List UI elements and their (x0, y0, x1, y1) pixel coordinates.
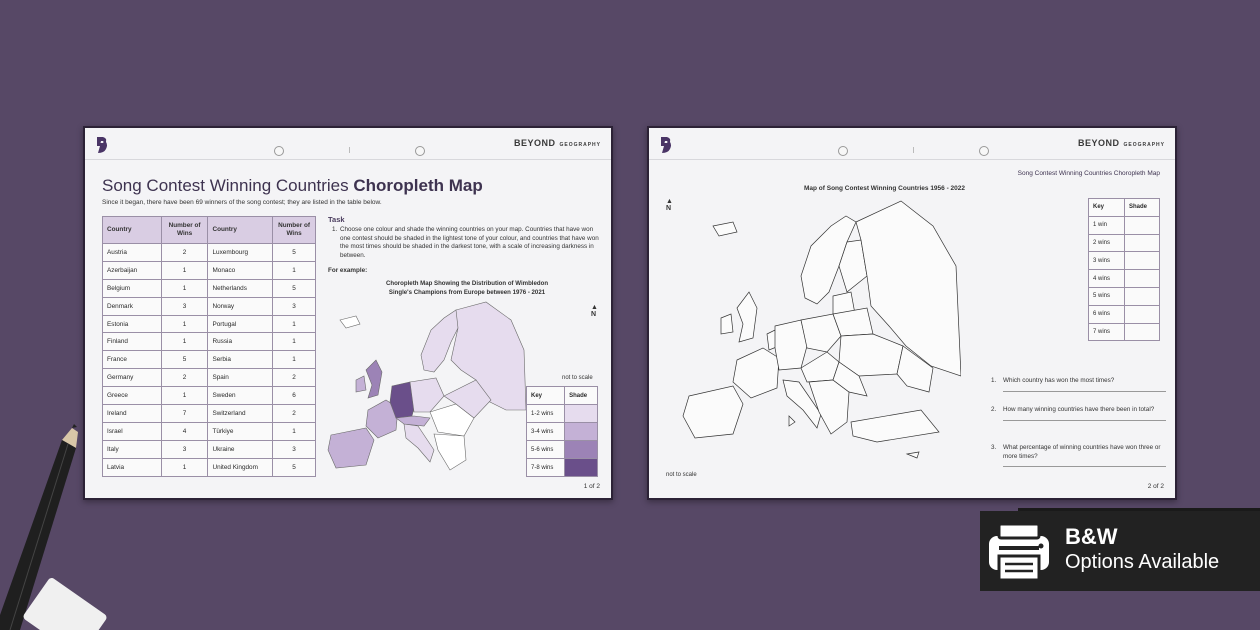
key-label: 7-8 wins (527, 459, 565, 477)
header-rule (649, 159, 1175, 160)
wins-cell: 1 (273, 351, 316, 369)
key-row (1089, 234, 1160, 252)
key-shade-blank[interactable] (1125, 287, 1160, 305)
wins-cell: 7 (161, 405, 208, 423)
country-cell: Germany (103, 369, 162, 387)
key-table (1088, 198, 1160, 341)
banner-subtitle: Options Available (1065, 551, 1220, 573)
country-cell: Italy (103, 440, 162, 458)
key-row (1089, 270, 1160, 288)
not-to-scale-label: not to scale (562, 375, 593, 381)
column-header: Country (103, 217, 162, 244)
question-3: 3. What percentage of winning countries have won three or more times? (991, 444, 1166, 467)
key-label: 1-2 wins (527, 405, 565, 423)
center-mark (913, 147, 914, 153)
worksheet-page-2 (647, 126, 1177, 500)
north-arrow-icon: ▲ N (591, 304, 598, 318)
key-row (1089, 287, 1160, 305)
wins-cell: 3 (161, 297, 208, 315)
wins-cell: 5 (273, 244, 316, 262)
wins-cell: 2 (273, 369, 316, 387)
country-cell: United Kingdom (208, 458, 273, 476)
not-to-scale-label: not to scale (666, 472, 697, 478)
wins-cell: 5 (273, 279, 316, 297)
example-key-table (526, 386, 598, 477)
country-cell: Latvia (103, 458, 162, 476)
printer-icon (985, 520, 1053, 582)
pencil-image (0, 0, 90, 630)
wins-cell: 1 (273, 422, 316, 440)
country-cell: Sweden (208, 387, 273, 405)
country-cell: Spain (208, 369, 273, 387)
country-cell: Denmark (103, 297, 162, 315)
punch-hole (979, 146, 989, 156)
key-label: 1 win (1089, 216, 1125, 234)
key-shade-blank[interactable] (1125, 234, 1160, 252)
wins-cell: 1 (161, 458, 208, 476)
brand-logo-icon (659, 136, 673, 154)
wins-cell: 1 (161, 333, 208, 351)
key-label: 4 wins (1089, 270, 1125, 288)
table-row (103, 279, 316, 297)
map-caption: Map of Song Contest Winning Countries 1956 - 2022 (804, 185, 966, 192)
wins-cell: 5 (161, 351, 208, 369)
task-instructions: 1. Choose one colour and shade the winning countries on your map. Countries that have won one contest should be shaded in the lightest tone of your colour, and countries that have won the most times should be shaded in the darkest tone, with a scale of increasing darkness in between. (332, 226, 599, 259)
key-label: 5 wins (1089, 287, 1125, 305)
key-row (1089, 216, 1160, 234)
header-rule (85, 159, 611, 160)
key-row (1089, 252, 1160, 270)
wins-cell: 1 (273, 261, 316, 279)
column-header: Number of Wins (273, 217, 316, 244)
question-2: 2. How many winning countries have there been in total? (991, 406, 1166, 421)
brand-name: BEYOND GEOGRAPHY (1077, 138, 1165, 148)
country-cell: Estonia (103, 315, 162, 333)
punch-hole (274, 146, 284, 156)
page-number: 1 of 2 (583, 483, 600, 490)
key-shade-blank[interactable] (1125, 252, 1160, 270)
key-label: 5-6 wins (527, 441, 565, 459)
wins-cell: 1 (273, 315, 316, 333)
table-row (103, 458, 316, 476)
key-shade-blank[interactable] (1125, 305, 1160, 323)
country-cell: Luxembourg (208, 244, 273, 262)
country-cell: Serbia (208, 351, 273, 369)
punch-hole (838, 146, 848, 156)
key-header: Key (1089, 199, 1125, 217)
key-row (527, 441, 598, 459)
key-label: 3 wins (1089, 252, 1125, 270)
country-cell: Ireland (103, 405, 162, 423)
winners-table (102, 216, 316, 477)
wins-cell: 5 (273, 458, 316, 476)
wins-cell: 3 (273, 440, 316, 458)
country-cell: Belgium (103, 279, 162, 297)
key-label: 6 wins (1089, 305, 1125, 323)
bw-options-banner (980, 511, 1260, 591)
key-row (1089, 323, 1160, 341)
country-cell: Finland (103, 333, 162, 351)
table-row (103, 422, 316, 440)
country-cell: Greece (103, 387, 162, 405)
key-shade-swatch (565, 423, 598, 441)
key-label: 3-4 wins (527, 423, 565, 441)
north-arrow-icon: ▲ N (666, 198, 673, 212)
wins-cell: 1 (161, 279, 208, 297)
blank-europe-map (671, 196, 961, 486)
key-header: Shade (1125, 199, 1160, 217)
wins-cell: 1 (161, 261, 208, 279)
task-heading: Task (328, 215, 345, 224)
table-row (103, 387, 316, 405)
table-row (103, 369, 316, 387)
key-label: 2 wins (1089, 234, 1125, 252)
question-1: 1. Which country has won the most times? (991, 377, 1166, 392)
country-cell: Norway (208, 297, 273, 315)
example-label: For example: (328, 267, 368, 274)
country-cell: Austria (103, 244, 162, 262)
key-row (527, 423, 598, 441)
key-header: Shade (565, 387, 598, 405)
intro-text: Since it began, there have been 69 winners of the song contest; they are listed in the table below. (102, 199, 382, 206)
country-cell: Türkiye (208, 422, 273, 440)
key-shade-swatch (565, 441, 598, 459)
table-row (103, 244, 316, 262)
country-cell: Netherlands (208, 279, 273, 297)
column-header: Country (208, 217, 273, 244)
wins-cell: 2 (273, 405, 316, 423)
punch-hole (415, 146, 425, 156)
country-cell: Portugal (208, 315, 273, 333)
key-row (1089, 305, 1160, 323)
key-row (527, 459, 598, 477)
wins-cell: 6 (273, 387, 316, 405)
key-header: Key (527, 387, 565, 405)
wins-cell: 1 (161, 387, 208, 405)
country-cell: France (103, 351, 162, 369)
page-title: Song Contest Winning Countries Choropleth Map (102, 176, 483, 195)
wins-cell: 3 (161, 440, 208, 458)
banner-title: B&W (1065, 524, 1118, 549)
column-header: Number of Wins (161, 217, 208, 244)
country-cell: Azerbaijan (103, 261, 162, 279)
key-row (527, 405, 598, 423)
table-row (103, 351, 316, 369)
wins-cell: 1 (273, 333, 316, 351)
table-row (103, 261, 316, 279)
key-shade-blank[interactable] (1125, 323, 1160, 341)
table-row (103, 440, 316, 458)
wins-cell: 2 (161, 369, 208, 387)
wins-cell: 4 (161, 422, 208, 440)
key-shade-blank[interactable] (1125, 270, 1160, 288)
country-cell: Monaco (208, 261, 273, 279)
wins-cell: 2 (161, 244, 208, 262)
key-label: 7 wins (1089, 323, 1125, 341)
table-row (103, 333, 316, 351)
key-shade-swatch (565, 405, 598, 423)
center-mark (349, 147, 350, 153)
brand-logo-icon (95, 136, 109, 154)
brand-name: BEYOND GEOGRAPHY (513, 138, 601, 148)
wins-cell: 3 (273, 297, 316, 315)
key-shade-blank[interactable] (1125, 216, 1160, 234)
key-shade-swatch (565, 459, 598, 477)
country-cell: Switzerland (208, 405, 273, 423)
country-cell: Ukraine (208, 440, 273, 458)
page-number: 2 of 2 (1147, 483, 1164, 490)
page-title: Song Contest Winning Countries Choropleth Map (1017, 170, 1160, 177)
worksheet-page-1 (83, 126, 613, 500)
table-row (103, 297, 316, 315)
example-choropleth-map (326, 300, 526, 478)
table-row (103, 315, 316, 333)
table-row (103, 405, 316, 423)
example-map-caption: Choropleth Map Showing the Distribution of Wimbledon Single's Champions from Europe between 1976 - 2021 (385, 280, 549, 296)
country-cell: Israel (103, 422, 162, 440)
country-cell: Russia (208, 333, 273, 351)
wins-cell: 1 (161, 315, 208, 333)
